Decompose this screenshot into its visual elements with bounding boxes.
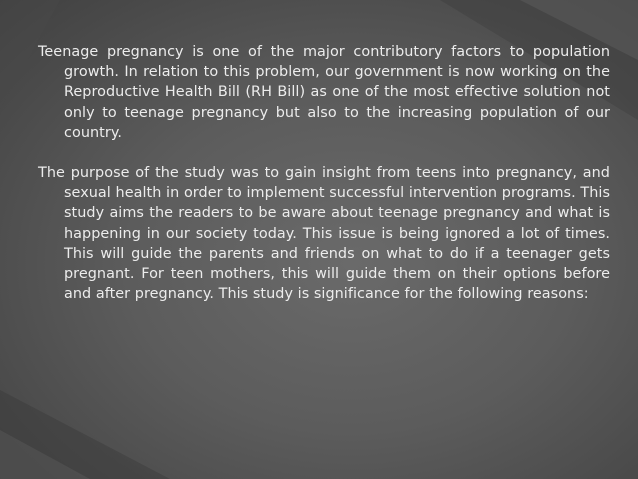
slide-body xyxy=(38,42,610,304)
paragraph-population-growth: Teenage pregnancy is one of the major contributory factors to population growth. In relation to this problem, our government is now working on the Reproductive Health Bill (RH Bill) as one of the most effective solution not only to teenage pregnancy but also to the increasing population of our country. xyxy=(38,44,610,141)
paragraph-study-purpose: The purpose of the study was to gain insight from teens into pregnancy, and sexual health in order to implement successful intervention programs. This study aims the readers to be aware about teenage pregnancy and what is happening in our society today. This issue is being ignored a lot of times. This will guide the parents and friends on what to do if a teenager gets pregnant. For teen mothers, this will guide them on their options before and after pregnancy. This study is significance for the following reasons: xyxy=(38,165,610,303)
